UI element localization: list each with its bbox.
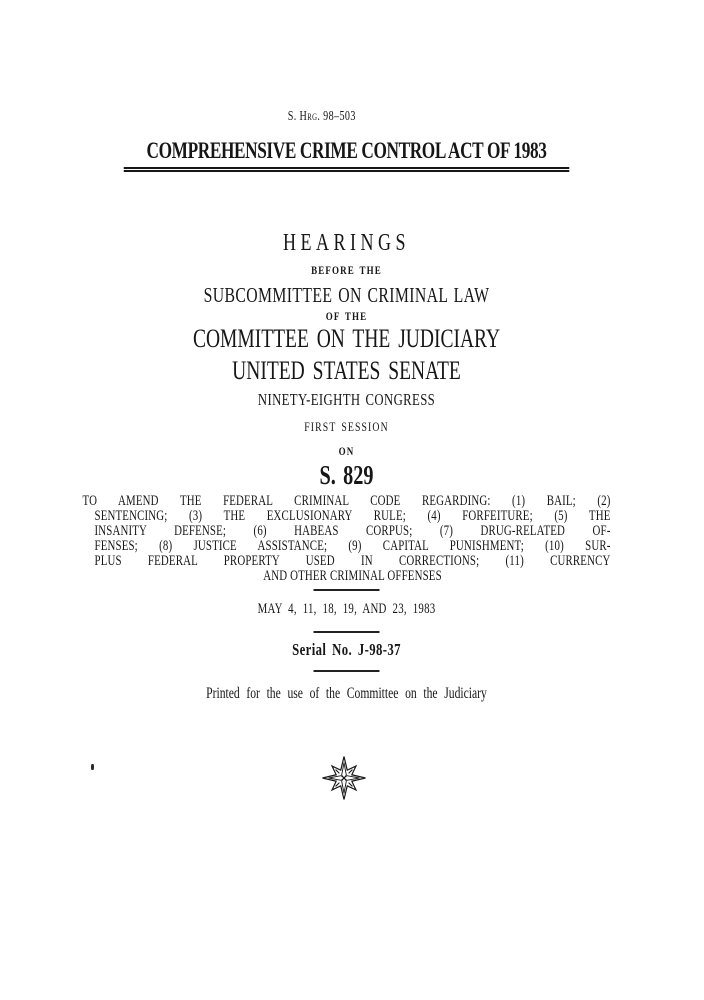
scan-speck: [91, 764, 94, 770]
subject-line: PLUS FEDERAL PROPERTY USED IN CORRECTIONS; (11) CURRENCY: [94, 553, 611, 569]
congress-line: NINETY-EIGHTH CONGRESS: [257, 390, 436, 409]
subject-line: SENTENCING; (3) THE EXCLUSIONARY RULE; (4) FORFEITURE; (5) THE: [94, 508, 611, 524]
of-the-label: OF THE: [325, 309, 368, 323]
cover-text-column: [83, 0, 611, 1000]
separator-rule: [314, 589, 380, 591]
committee-name: COMMITTEE ON THE JUDICIARY: [192, 324, 501, 353]
subject-line: TO AMEND THE FEDERAL CRIMINAL CODE REGARDING: (1) BAIL; (2): [82, 493, 611, 509]
subject-paragraph: [83, 494, 611, 584]
separator-rule: [314, 670, 380, 672]
hearing-number: S. Hrg. 98–503: [287, 108, 356, 123]
printed-for-note: Printed for the use of the Committee on the Judiciary: [206, 685, 487, 702]
hearings-heading: HEARINGS: [282, 230, 411, 256]
rosette-ornament-icon: [321, 752, 367, 804]
bill-number: S. 829: [319, 460, 374, 490]
subject-line: FENSES; (8) JUSTICE ASSISTANCE; (9) CAPITAL PUNISHMENT; (10) SUR-: [94, 538, 611, 554]
hearing-dates: MAY 4, 11, 18, 19, AND 23, 1983: [257, 601, 436, 617]
subcommittee-name: SUBCOMMITTEE ON CRIMINAL LAW: [203, 283, 490, 307]
session-line: FIRST SESSION: [304, 419, 389, 434]
subject-line: AND OTHER CRIMINAL OFFENSES: [263, 568, 442, 584]
chamber-name: UNITED STATES SENATE: [232, 356, 461, 385]
separator-rule: [314, 631, 380, 633]
on-label: ON: [338, 444, 355, 458]
title-double-rule: [124, 167, 570, 172]
subject-line: INSANITY DEFENSE; (6) HABEAS CORPUS; (7) DRUG-RELATED OF-: [94, 523, 611, 539]
before-the-label: BEFORE THE: [311, 263, 382, 277]
serial-number: Serial No. J-98-37: [292, 640, 401, 659]
document-title: COMPREHENSIVE CRIME CONTROL ACT OF 1983: [146, 138, 547, 163]
